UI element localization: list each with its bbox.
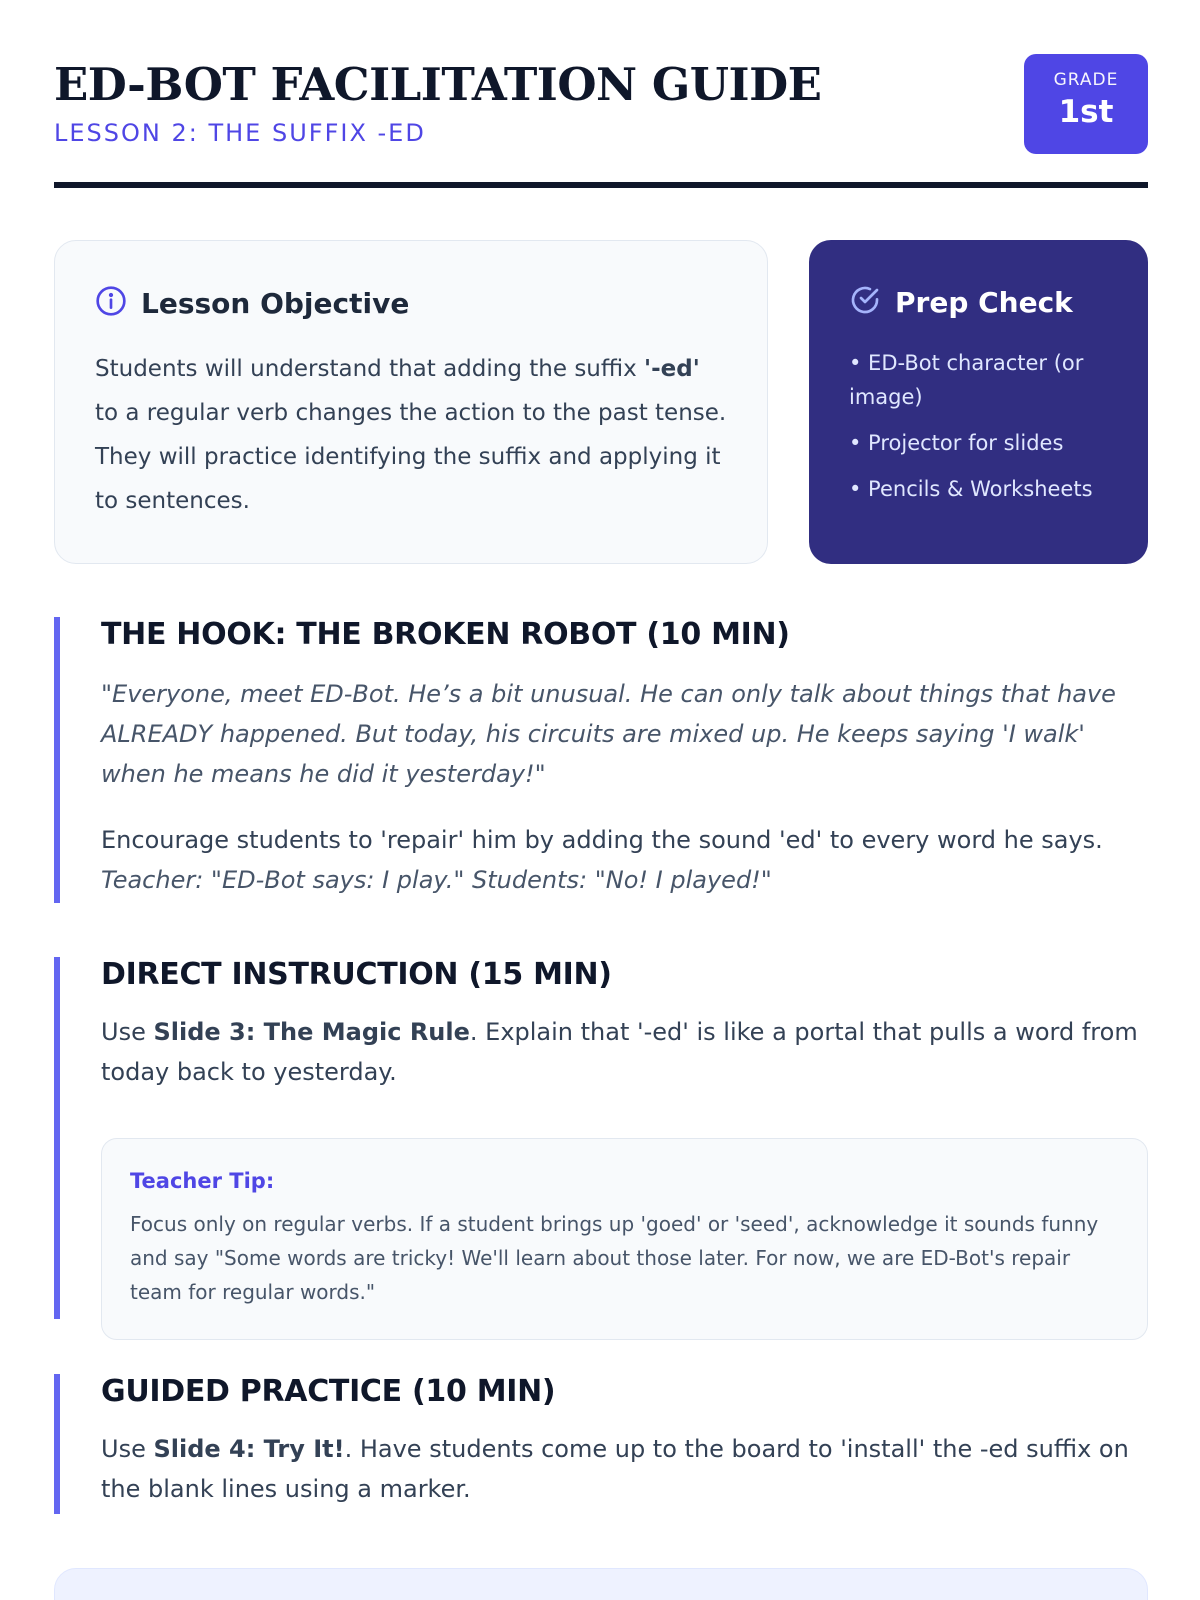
prep-item: • Projector for slides	[849, 431, 1064, 455]
check-circle-icon	[849, 284, 881, 320]
objective-text-part: to a regular verb changes the action to the past tense. They will practice identifying the suffix and applying it to sentences.	[95, 400, 727, 514]
teacher-tip-text: Focus only on regular verbs. If a student brings up 'goed' or 'seed', acknowledge it sounds funny and say "Some words are tricky! We'll learn about those later. For now, we are ED-Bot's repair team for regular words."	[130, 1212, 1099, 1304]
guided-text-part: Use	[101, 1435, 154, 1463]
grade-label: GRADE	[1053, 70, 1119, 90]
slide-reference: Slide 4: Try It!	[153, 1435, 345, 1463]
hook-body: Encourage students to 'repair' him by adding the sound 'ed' to every word he says.	[101, 826, 1103, 854]
direct-instruction-text	[101, 1012, 1148, 1092]
hook-example: Teacher: "ED-Bot says: I play." Students: "No! I played!"	[101, 866, 772, 894]
suffix-highlight: '-ed'	[644, 356, 700, 382]
guided-practice-text	[101, 1429, 1148, 1509]
guided-text-part: . Have students come up to the board to 'install' the -ed suffix on the blank lines using a marker.	[101, 1435, 1129, 1503]
objective-title: Lesson Objective	[141, 286, 410, 320]
objective-heading	[95, 285, 727, 321]
hook-quote: "Everyone, meet ED-Bot. He’s a bit unusual. He can only talk about things that have ALREADY happened. But today, his circuits are mixed up. He keeps saying 'I walk' when he means he did it yesterday!"	[101, 680, 1116, 788]
guided-practice-section	[54, 1374, 1148, 1514]
lesson-objective-card	[54, 240, 768, 564]
prep-title: Prep Check	[895, 285, 1073, 319]
grade-badge	[1024, 54, 1148, 154]
teacher-tip-box	[101, 1138, 1148, 1340]
prep-item: • ED-Bot character (or image)	[849, 351, 1084, 409]
grade-value: 1st	[1058, 94, 1114, 130]
next-section-card	[54, 1568, 1148, 1600]
objective-text	[95, 347, 727, 523]
direct-instruction-section	[54, 957, 1148, 1319]
prep-list	[849, 346, 1108, 506]
page-header	[54, 54, 1148, 188]
slide-reference: Slide 3: The Magic Rule	[153, 1018, 470, 1046]
prep-heading	[849, 284, 1108, 320]
page-title: ED-BOT FACILITATION GUIDE	[54, 58, 822, 111]
direct-text-part: . Explain that '-ed' is like a portal that pulls a word from today back to yesterday.	[101, 1018, 1138, 1086]
info-circle-icon	[95, 285, 127, 321]
objective-text-part: Students will understand that adding the suffix	[95, 356, 645, 382]
guided-practice-title: GUIDED PRACTICE (10 MIN)	[101, 1374, 556, 1409]
hook-section	[54, 617, 1148, 903]
prep-item: • Pencils & Worksheets	[849, 477, 1093, 501]
hook-title: THE HOOK: THE BROKEN ROBOT (10 MIN)	[101, 617, 790, 652]
direct-instruction-title: DIRECT INSTRUCTION (15 MIN)	[101, 957, 612, 992]
prep-check-card	[809, 240, 1148, 564]
direct-text-part: Use	[101, 1018, 154, 1046]
teacher-tip-title: Teacher Tip:	[130, 1169, 275, 1193]
lesson-subtitle: LESSON 2: THE SUFFIX -ED	[54, 119, 426, 147]
